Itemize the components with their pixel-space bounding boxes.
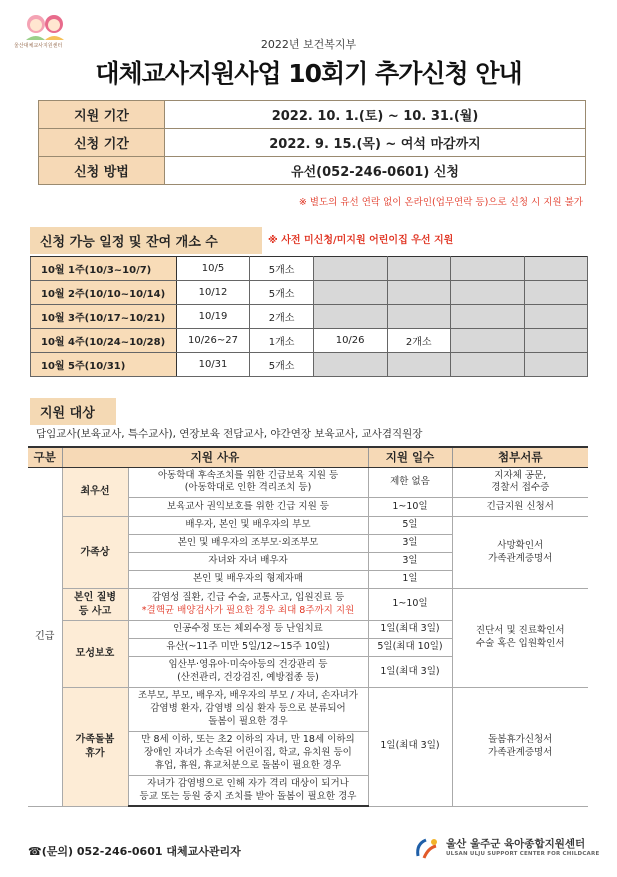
reason-cell: 본인 및 배우자의 형제자매: [128, 571, 368, 589]
schedule-empty: [387, 257, 450, 281]
days-cell: 1일(최대 3일): [368, 687, 452, 806]
schedule-week: 10월 5주(10/31): [31, 353, 177, 377]
days-cell: 3일: [368, 553, 452, 571]
schedule-empty: [387, 281, 450, 305]
schedule-heading: 신청 가능 일정 및 잔여 개소 수: [30, 227, 262, 254]
schedule-count: 5개소: [250, 257, 313, 281]
schedule-empty: [450, 353, 524, 377]
info-note: ※ 별도의 유선 연락 없이 온라인(업무연락 등)으로 신청 시 지원 불가: [298, 197, 583, 208]
days-cell: 1~10일: [368, 589, 452, 621]
schedule-count: 1개소: [250, 329, 313, 353]
schedule-empty: [313, 353, 387, 377]
days-cell: 제한 없음: [368, 467, 452, 498]
info-label: 지원 기간: [39, 101, 165, 129]
category-label: 모성보호: [62, 621, 128, 688]
info-value: 2022. 9. 15.(목) ~ 여석 마감까지: [165, 129, 586, 157]
days-cell: 1~10일: [368, 498, 452, 517]
schedule-row: [31, 281, 588, 305]
days-cell: 5일: [368, 517, 452, 535]
schedule-count: 2개소: [250, 305, 313, 329]
schedule-empty: [313, 257, 387, 281]
schedule-empty: [524, 281, 587, 305]
support-header-row: [28, 447, 588, 467]
schedule-date: 10/12: [176, 281, 250, 305]
support-table: [28, 446, 588, 807]
center-name: 울산 울주군 육아종합지원센터: [446, 838, 586, 850]
schedule-row: [31, 305, 588, 329]
schedule-week: 10월 3주(10/17~10/21): [31, 305, 177, 329]
schedule-week: 10월 4주(10/24~10/28): [31, 329, 177, 353]
docs-cell: 진단서 및 진료확인서 수술 혹은 입원확인서: [452, 589, 588, 688]
schedule-count: 5개소: [250, 353, 313, 377]
reason-cell: 배우자, 본인 및 배우자의 부모: [128, 517, 368, 535]
reason-cell: 자녀가 감염병으로 인해 자가 격리 대상이 되거나 등교 또는 등원 중지 조치를 받아 돌봄이 필요한 경우: [128, 775, 368, 806]
schedule-date: 10/5: [176, 257, 250, 281]
schedule-row: [31, 257, 588, 281]
page-title: 대체교사지원사업 10회기 추가신청 안내: [95, 59, 522, 88]
docs-cell: 긴급지원 신청서: [452, 498, 588, 517]
days-cell: 1일(최대 3일): [368, 657, 452, 688]
category-label: 본인 질병 등 사고: [62, 589, 128, 621]
docs-cell: 돌봄휴가신청서 가족관계증명서: [452, 687, 588, 806]
schedule-empty: [387, 353, 450, 377]
days-cell: 5일(최대 10일): [368, 639, 452, 657]
days-cell: 3일: [368, 535, 452, 553]
category-label: 가족돌봄 휴가: [62, 687, 128, 806]
table-row: [28, 589, 588, 621]
schedule-empty: [524, 353, 587, 377]
schedule-empty: [450, 257, 524, 281]
info-row: [39, 129, 586, 157]
docs-cell: 사망확인서 가족관계증명서: [452, 517, 588, 589]
info-label: 신청 기간: [39, 129, 165, 157]
schedule-count: 5개소: [250, 281, 313, 305]
days-cell: 1일: [368, 571, 452, 589]
reason-text: 감염성 질환, 긴급 수술, 교통사고, 입원진료 등: [151, 591, 345, 603]
schedule-row: [31, 353, 588, 377]
info-row: [39, 101, 586, 129]
logo-text: 울산대체교사지원센터: [14, 43, 63, 49]
category-label: 최우선: [62, 467, 128, 517]
table-row: [28, 467, 588, 498]
category-label: 가족상: [62, 517, 128, 589]
header-days: 지원 일수: [368, 447, 452, 467]
reason-cell: 본인 및 배우자의 조부모·외조부모: [128, 535, 368, 553]
center-emblem-icon: [412, 834, 442, 868]
schedule-table: [30, 256, 588, 377]
reason-note: *결핵균 배양검사가 필요한 경우 최대 8주까지 지원: [141, 604, 355, 616]
reason-cell: 만 8세 이하, 또는 초2 이하의 자녀, 만 18세 이하의 장애인 자녀가 소속된 어린이집, 학교, 유치원 등이 휴업, 휴원, 휴교처분으로 돌봄이 필요한 경우: [128, 731, 368, 775]
info-table: [38, 100, 586, 185]
reason-cell: 임산부·영유아·미숙아등의 건강관리 등 (산전관리, 건강검진, 예방접종 등): [128, 657, 368, 688]
reason-cell: 자녀와 자녀 배우자: [128, 553, 368, 571]
schedule-empty: [387, 305, 450, 329]
contact-info: ☎(문의) 052-246-0601 대체교사관리자: [28, 845, 241, 858]
schedule-date: 10/26: [313, 329, 387, 353]
schedule-row: [31, 329, 588, 353]
subtitle: 2022년 보건복지부: [260, 38, 357, 51]
schedule-empty: [524, 305, 587, 329]
table-row: [28, 687, 588, 731]
schedule-date: 10/31: [176, 353, 250, 377]
schedule-date: 10/26~27: [176, 329, 250, 353]
header-reason: 지원 사유: [62, 447, 368, 467]
target-text: 담임교사(보육교사, 특수교사), 연장보육 전담교사, 야간연장 보육교사, 교사겸직원장: [36, 428, 423, 440]
schedule-empty: [524, 257, 587, 281]
center-english-name: ULSAN ULJU SUPPORT CENTER FOR CHILDCARE: [446, 851, 600, 857]
schedule-empty: [313, 305, 387, 329]
reason-cell: 보육교사 권익보호를 위한 긴급 지원 등: [128, 498, 368, 517]
reason-cell: 유산(~11주 미만 5일/12~15주 10일): [128, 639, 368, 657]
schedule-week: 10월 2주(10/10~10/14): [31, 281, 177, 305]
reason-cell: 조부모, 부모, 배우자, 배우자의 부모 / 자녀, 손자녀가 감염병 환자, 감염병 의심 환자 등으로 분류되어 돌봄이 필요한 경우: [128, 687, 368, 731]
schedule-empty: [450, 305, 524, 329]
docs-cell: 지자체 공문, 경찰서 접수증: [452, 467, 588, 498]
target-heading: 지원 대상: [30, 398, 116, 425]
schedule-note: ※ 사전 미신청/미지원 어린이집 우선 지원: [268, 235, 454, 246]
group-label: 긴급: [28, 467, 62, 806]
header-docs: 첨부서류: [452, 447, 588, 467]
schedule-count: 2개소: [387, 329, 450, 353]
schedule-empty: [524, 329, 587, 353]
days-cell: 1일(최대 3일): [368, 621, 452, 639]
reason-cell: [128, 589, 368, 621]
info-value: 2022. 10. 1.(토) ~ 10. 31.(월): [165, 101, 586, 129]
schedule-empty: [450, 329, 524, 353]
info-row: [39, 157, 586, 185]
header-category: 구분: [28, 447, 62, 467]
reason-cell: 아동학대 후속조치를 위한 긴급보육 지원 등 (아동학대로 인한 격리조치 등): [128, 467, 368, 498]
info-label: 신청 방법: [39, 157, 165, 185]
schedule-week: 10월 1주(10/3~10/7): [31, 257, 177, 281]
schedule-empty: [313, 281, 387, 305]
table-row: [28, 517, 588, 535]
reason-cell: 인공수정 또는 체외수정 등 난임치료: [128, 621, 368, 639]
schedule-date: 10/19: [176, 305, 250, 329]
info-value: 유선(052-246-0601) 신청: [165, 157, 586, 185]
schedule-empty: [450, 281, 524, 305]
